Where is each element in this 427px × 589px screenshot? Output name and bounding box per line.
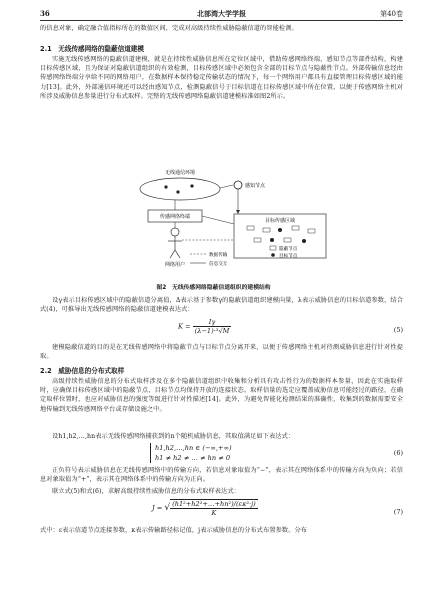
running-header [40,6,403,21]
equation-7: J = √ $\frac{\text{(h1²+h2²+…+hn²)/(εκ²·j)}}{K}$ [152,500,256,517]
paragraph-eq5-intro: 设γ表示目标传感区域中的隐蔽信道分离值，Δ表示基于参数γ的隐蔽信道组织建模向量，λ表示威胁信息的目标信道参数，结合式(4)，可推导出无线传感网络的隐蔽信道建模表达式： [40,297,403,314]
legend-data-transfer-label: 数据传输 [209,253,228,258]
figure-2-diagram [120,168,340,276]
paragraph-continuation: 的信息对象，确定融合值指标所在的数值区间，完成对高级持续性威胁隐蔽信道的智能检测。 [40,25,298,32]
page-number: 36 [40,9,50,18]
eq7-lhs: J = [152,504,163,512]
paragraph-eq5-explain: 建模隐蔽信道的目的是在无线传感网络中将隐蔽节点与目标节点分离开来，以便于传感网络主机对待测威胁信息进行针对性提取。 [40,344,403,361]
equation-7-number: (7) [393,508,403,516]
volume-label: 第40卷 [380,10,403,18]
paragraph-eq7-intro: 联立式(5)和式(6)，求解高级持续性威胁信息的分布式取样表达式： [52,488,240,495]
eq6-line-1: h1,h2,…,hn ∈ (−∞,+∞) [155,444,232,452]
journal-title: 北部湾大学学报 [197,9,246,18]
eq7-numerator: (h1²+h2²+…+hn²)/(εκ²·j) [172,500,256,508]
paragraph-modeling: 实施无线传感网络的隐蔽信道建模，就是在持续性威胁信息所在定位区域中，借助传感网络终端、感知节点等部件结构，构建目标传感区域，且为保证对隐蔽信道组织的有效检测，目标传感区域中必须包含全部的目标节点与隐蔽性节点。外部传输信息经由传感网络终端分享给不同的网络用户，在数据样本保持稳定传输状态的情况下，每一个网络用户都具有直接管理目标传感区域的能力[13]。此外，外部通信环境还可以经由感知节点，检测隐蔽信号于目标信道在目标传感区域中所在位置，以便于传感网络主机对所涉及威胁信息参量进行分布式取样。完整的无线传感网络隐蔽信道建模标准如图2所示。 [40,56,403,100]
legend-target-node-swatch [271,253,275,257]
eq5-numerator: Iγ [193,318,232,327]
section-heading-2-1: 2.1 无线传感网络的隐蔽信道建模 [40,45,144,53]
legend-target-node-label: 目标节点 [279,254,298,259]
wireless-env-ellipse [140,178,220,200]
section-heading-2-2: 2.2 威胁信息的分布式取样 [40,367,125,375]
eq6-line-2: h1 ≠ h2 ≠ … ≠ hn ≠ 0 [155,454,231,462]
terminal-label: 传感网络终端 [159,214,191,220]
equation-6 [150,443,232,463]
legend-hidden-node-label: 隐蔽节点 [279,247,298,252]
eq5-lhs: K = [178,322,191,331]
legend-hidden-node-swatch [270,246,276,250]
eq7-denominator: K [211,509,217,517]
figure-caption: 图2 无线传感网络隐蔽信道组织的建模结构 [156,285,271,291]
sensor-node-label: 感知节点 [245,183,266,189]
paragraph-eq7-explain: 式中：ε表示信道节点连接参数，κ表示传输路径标记值，j表示威胁信息的分布式布置参数。分布 [40,527,308,534]
wireless-env-label: 无线通信环境 [164,170,196,176]
paragraph-eq6-intro: 设h1,h2,…,hn表示无线传感网络捕获到的n个随机威胁信息，其取值满足如下表达式： [52,433,295,440]
user-label: 网络用户 [164,262,186,268]
eq5-denominator: (λ−1)·³√M [194,327,230,335]
paragraph-eq6-explain: 正负符号表示威胁信息在无线传感网络中的传输方向，若信息对象取值为“−”，表示其在网络体系中的传输方向为负向；若信息对象取值为“+”，表示其在网络体系中的传输方向为正向。 [40,467,403,484]
equation-6-number: (6) [393,449,403,457]
sensor-node-icon [234,181,242,189]
equation-5 [178,318,231,335]
equation-5-number: (5) [393,326,403,334]
target-area-label: 目标传感区域 [264,218,296,224]
legend-info-exchange-label: 信息交互 [209,262,228,267]
paragraph-sampling: 高级持续性威胁信息的分布式取样涉及在多个隐蔽信道组织中收集和分析具有攻击性行为的数据样本参量，因此在实施取样时，应确保目标传感区域中的隐蔽节点、目标节点均保持开放的连接状态。取样信量的选定应覆盖威胁信息可能经过的路径，在确定取样位置时，也应对威胁信息的强度等级进行针对性描述[14]。此外，为避免智能化检测结果的准确性，收集到的数据需要安全地传输到无线传感网络平台或存储设施之中。 [40,378,403,413]
user-icon [168,228,182,258]
